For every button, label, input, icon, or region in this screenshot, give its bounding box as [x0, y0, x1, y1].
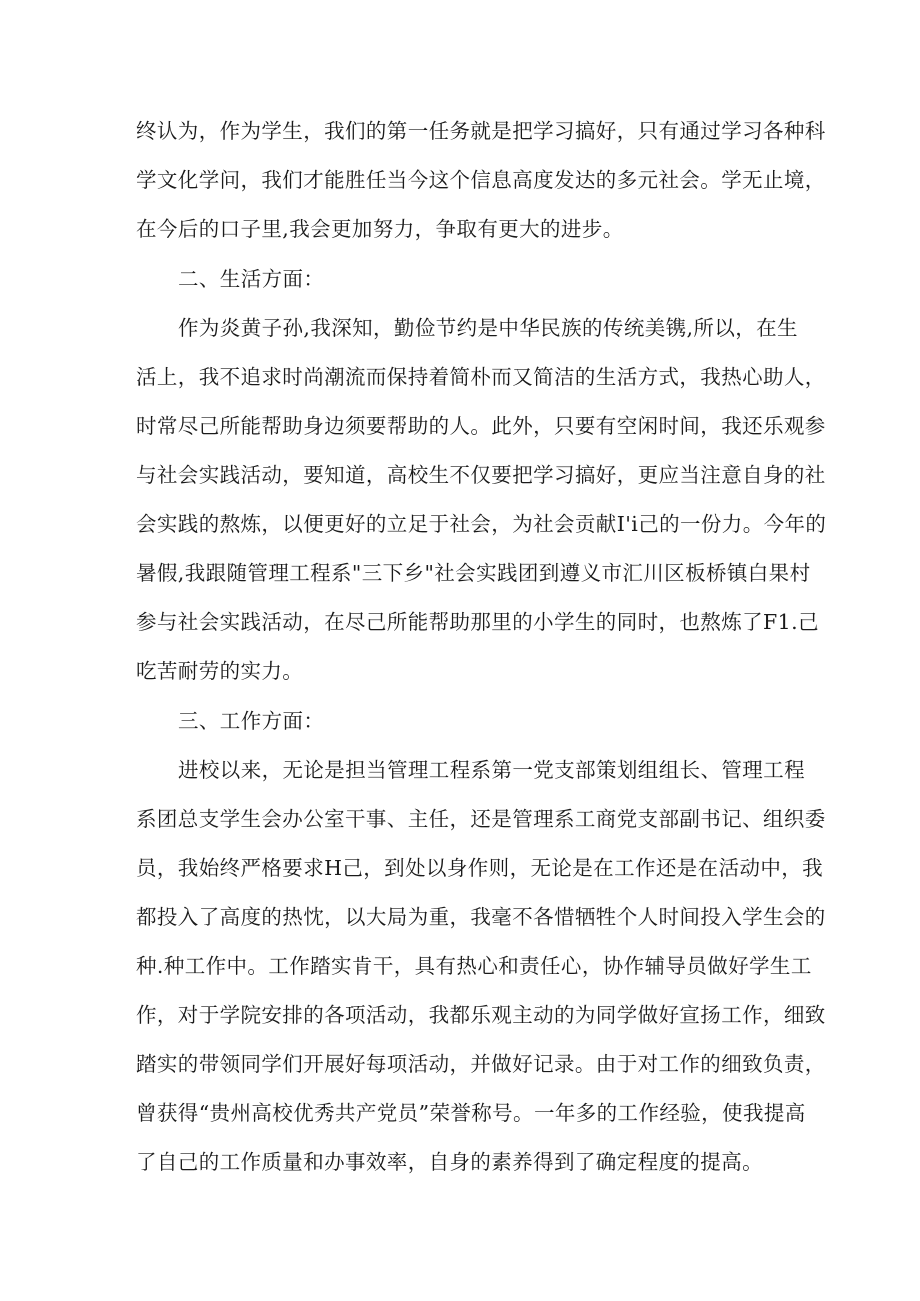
paragraph-line: 进校以来，无论是担当管理工程系第一党支部策划组组长、管理工程 [178, 758, 805, 782]
paragraph-line: 种.种工作中。工作踏实肯干，具有热心和责任心，协作辅导员做好学生工 [136, 954, 812, 978]
paragraph-line: 曾获得“贵州高校优秀共产党员”荣誉称号。一年多的工作经验，使我提高 [136, 1101, 806, 1125]
paragraph-line: 学文化学问，我们才能胜任当今这个信息高度发达的多元社会。学无止境， [136, 168, 826, 192]
paragraph-line: 暑假,我跟随管理工程系"三下乡"社会实践团到遵义市汇川区板桥镇白果村 [136, 561, 811, 585]
paragraph-line: 吃苦耐劳的实力。 [136, 659, 304, 683]
paragraph-line: 活上，我不追求时尚潮流而保持着简朴而又简洁的生活方式，我热心助人， [136, 365, 826, 389]
paragraph-line: 了自己的工作质量和办事效率，自身的素养得到了确定程度的提高。 [136, 1150, 763, 1174]
paragraph-line: 参与社会实践活动，在尽己所能帮助那里的小学生的同时，也熬炼了F1.己 [136, 610, 819, 634]
section-heading-life: 二、生活方面： [178, 267, 325, 291]
paragraph-line: 都投入了高度的热忱，以大局为重，我毫不各惜牺牲个人时间投入学生会的 [136, 905, 826, 929]
paragraph-line: 踏实的带领同学们开展好每项活动，并做好记录。由于对工作的细致负责， [136, 1052, 826, 1076]
paragraph-line: 终认为，作为学生，我们的第一任务就是把学习搞好，只有通过学习各种科 [136, 119, 826, 143]
paragraph-line: 时常尽己所能帮助身边须要帮助的人。此外，只要有空闲时间，我还乐观参 [136, 414, 826, 438]
paragraph-line: 作为炎黄子孙,我深知，勤俭节约是中华民族的传统美镌,所以，在生 [178, 316, 798, 340]
paragraph-line: 会实践的熬炼，以便更好的立足于社会，为社会贡献I'i己的一份力。今年的 [136, 512, 827, 536]
paragraph-line: 作，对于学院安排的各项活动，我都乐观主动的为同学做好宣扬工作，细致 [136, 1003, 826, 1027]
section-heading-work: 三、工作方面： [178, 709, 325, 733]
paragraph-line: 员，我始终严格要求H己，到处以身作则，无论是在工作还是在活动中，我 [136, 856, 824, 880]
paragraph-line: 在今后的口子里,我会更加努力，争取有更大的进步。 [136, 217, 624, 241]
paragraph-line: 系团总支学生会办公室干事、主任，还是管理系工商党支部副书记、组织委 [136, 807, 826, 831]
paragraph-line: 与社会实践活动，要知道，高校生不仅要把学习搞好，更应当注意自身的社 [136, 463, 826, 487]
